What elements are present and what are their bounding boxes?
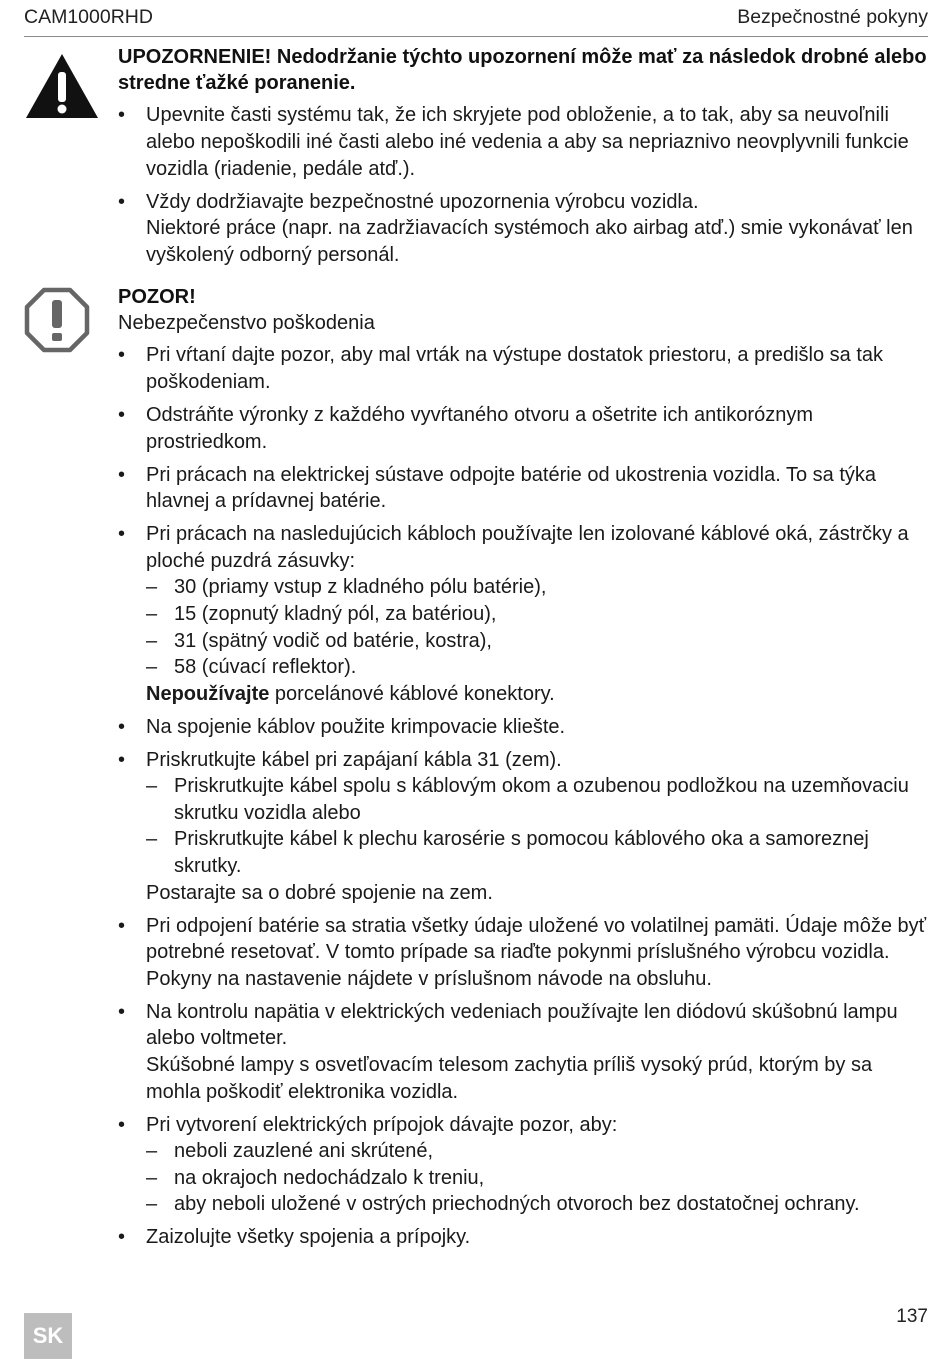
item-text: • Na kontrolu napätia v elektrických vedeniach používajte len diódovú skúšobnú lampu alebo voltmeter. [146, 1000, 898, 1050]
list-item [118, 714, 928, 741]
list-item [118, 521, 928, 707]
warning-list [118, 102, 928, 268]
header-section: Bezpečnostné pokyny [737, 6, 928, 28]
list-item [118, 102, 928, 182]
item-rest-text: Postarajte sa o dobré spojenie na zem. [146, 881, 493, 904]
page-number: 137 [896, 1306, 928, 1327]
item-text: Niektoré práce (napr. na zadržiavacích systémoch ako airbag atď.) smie vykonávať len vyškolený odborný personál. [146, 217, 913, 266]
list-item [118, 1224, 928, 1251]
caution-subtitle: Nebezpečenstvo poškodenia [118, 312, 375, 334]
item-text: • Na spojenie káblov použite krimpovacie kliešte. [146, 715, 566, 738]
item-text: • Vždy dodržiavajte bezpečnostné upozornenia výrobcu vozidla. [146, 190, 699, 213]
item-text: • Upevnite časti systému tak, že ich skryjete pod obloženie, a to tak, aby sa neuvoľnili alebo nepoškodili iné časti alebo iné vedenia a aby sa nepriaznivo neovplyvnili funkcie vozidla (riadenie, pedále atď.). [146, 104, 909, 180]
item-text: • Pri prácach na nasledujúcich kábloch používajte len izolované káblové oká, zástrčky a ploché puzdrá zásuvky: [146, 523, 909, 572]
item-text: • Pri odpojení batérie sa stratia všetky údaje uložené vo volatilnej pamäti. Údaje môže byť potrebné resetovať. V tomto prípade sa riaďte pokynmi príslušného výrobcu vozidla. Pokyny na nastavenie nájdete v príslušnom návode na obsluhu. [146, 914, 927, 990]
item-text: • Zaizolujte všetky spojenia a prípojky. [146, 1226, 471, 1249]
caution-block [24, 284, 928, 1251]
dash-item: – 58 (cúvací reflektor). [146, 654, 928, 681]
dash-item: – 15 (zopnutý kladný pól, za batériou), [146, 601, 928, 628]
item-text: • Odstráňte výronky z každého vyvŕtaného otvoru a ošetrite ich antikoróznym prostriedkom. [146, 403, 813, 453]
item-note: Skúšobné lampy s osvetľovacím telesom zachytia príliš vysoký prúd, ktorým by sa mohla poškodiť elektronika vozidla. [146, 1053, 873, 1103]
item-after-text [146, 880, 928, 907]
warning-triangle-icon [24, 52, 100, 120]
item-text: • Pri prácach na elektrickej sústave odpojte batérie od ukostrenia vozidla. To sa týka hlavnej a prídavnej batérie. [146, 463, 877, 513]
item-rest-text: porcelánové káblové konektory. [269, 682, 555, 705]
item-text: • Priskrutkujte kábel pri zapájaní kábla 31 (zem). [146, 748, 562, 771]
warning-block [24, 44, 928, 268]
dash-item: – 31 (spätný vodič od batérie, kostra), [146, 628, 928, 655]
list-item [118, 402, 928, 455]
list-item [118, 342, 928, 395]
page-header [24, 6, 928, 37]
dash-item: – Priskrutkujte kábel k plechu karosérie s pomocou káblového oka a samoreznej skrutky. [146, 826, 928, 879]
list-item [118, 913, 928, 993]
list-item [118, 999, 928, 1105]
caution-title: POZOR! [118, 286, 196, 308]
list-item [118, 462, 928, 515]
caution-octagon-icon [24, 287, 90, 353]
warning-title: UPOZORNENIE! Nedodržanie týchto upozornení môže mať za následok drobné alebo stredne ťažké poranenie. [118, 46, 927, 94]
dash-item: – Priskrutkujte kábel spolu s káblovým okom a ozubenou podložkou na uzemňovaciu skrutku vozidla alebo [146, 773, 928, 826]
list-item [118, 1112, 928, 1218]
item-bold-text: Nepoužívajte [146, 682, 270, 705]
language-tab: SK [24, 1313, 72, 1359]
caution-list [118, 342, 928, 1251]
dash-item: – aby neboli uložené v ostrých priechodných otvoroch bez dostatočnej ochrany. [146, 1191, 928, 1218]
list-item [118, 189, 928, 269]
list-item [118, 747, 928, 907]
header-model: CAM1000RHD [24, 6, 153, 28]
item-after-text [146, 681, 928, 708]
dash-item: – 30 (priamy vstup z kladného pólu batérie), [146, 574, 928, 601]
item-text: • Pri vytvorení elektrických prípojok dávajte pozor, aby: [146, 1113, 618, 1136]
item-text: • Pri vŕtaní dajte pozor, aby mal vrták na výstupe dostatok priestoru, a predišlo sa tak poškodeniam. [146, 344, 884, 393]
dash-item: – neboli zauzlené ani skrútené, [146, 1138, 928, 1165]
dash-item: – na okrajoch nedochádzalo k treniu, [146, 1165, 928, 1192]
